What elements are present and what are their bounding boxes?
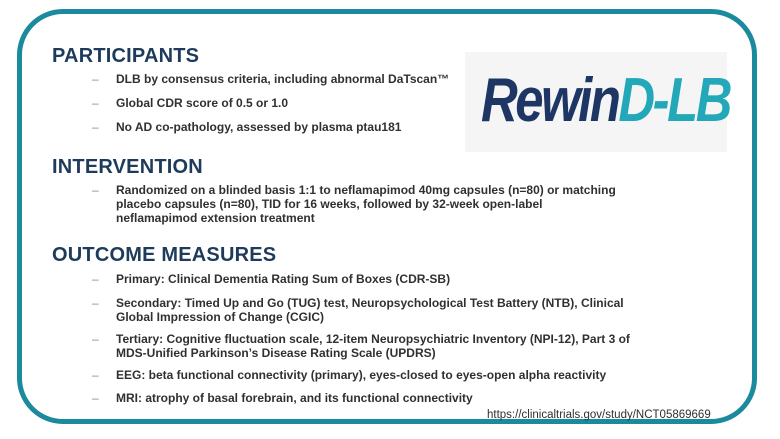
list-item-text: Randomized on a blinded basis 1:1 to neflamapimod 40mg capsules (n=80) or matching placebo capsules (n=80), TID for 16 weeks, followed by 32-week open-label neflamapimod extension treatment <box>116 183 616 225</box>
list-item-text: EEG: beta functional connectivity (primary), eyes-closed to eyes-open alpha reactivity <box>116 368 607 382</box>
list-item <box>92 296 652 324</box>
bullet-dash: – <box>92 296 99 310</box>
outcome-measures-heading: OUTCOME MEASURES <box>52 244 277 266</box>
bullet-dash: – <box>92 368 99 382</box>
list-item <box>92 96 652 110</box>
participants-heading: PARTICIPANTS <box>52 45 200 67</box>
list-item <box>92 272 652 286</box>
list-item <box>92 391 652 405</box>
bullet-dash: – <box>92 120 99 134</box>
list-item-text: Global CDR score of 0.5 or 1.0 <box>116 96 289 110</box>
bullet-dash: – <box>92 96 99 110</box>
list-item <box>92 368 652 382</box>
logo-part-rewin: Rewin <box>481 66 619 135</box>
list-item <box>92 183 622 225</box>
bullet-dash: – <box>92 72 99 86</box>
list-item-text: MRI: atrophy of basal forebrain, and its functional connectivity <box>116 391 473 405</box>
logo-part-dlb: D-LB <box>618 66 731 135</box>
list-item-text: DLB by consensus criteria, including abnormal DaTscan™ <box>116 72 450 86</box>
list-item <box>92 332 652 360</box>
bullet-dash: – <box>92 391 99 405</box>
bullet-dash: – <box>92 183 99 197</box>
list-item-text: Primary: Clinical Dementia Rating Sum of Boxes (CDR-SB) <box>116 272 451 286</box>
list-item <box>92 120 652 134</box>
list-item-text: Tertiary: Cognitive fluctuation scale, 12-item Neuropsychiatric Inventory (NPI-12), Part 3 of MDS-Unified Parkinson’s Disease Rating Scale (UPDRS) <box>116 332 630 360</box>
list-item <box>92 72 652 86</box>
list-item-text: No AD co-pathology, assessed by plasma ptau181 <box>116 120 402 134</box>
source-url: https://clinicaltrials.gov/study/NCT05869669 <box>487 409 711 421</box>
bullet-dash: – <box>92 332 99 346</box>
intervention-heading: INTERVENTION <box>52 156 203 178</box>
list-item-text: Secondary: Timed Up and Go (TUG) test, Neuropsychological Test Battery (NTB), Clinical Global Impression of Change (CGIC) <box>116 296 624 324</box>
bullet-dash: – <box>92 272 99 286</box>
